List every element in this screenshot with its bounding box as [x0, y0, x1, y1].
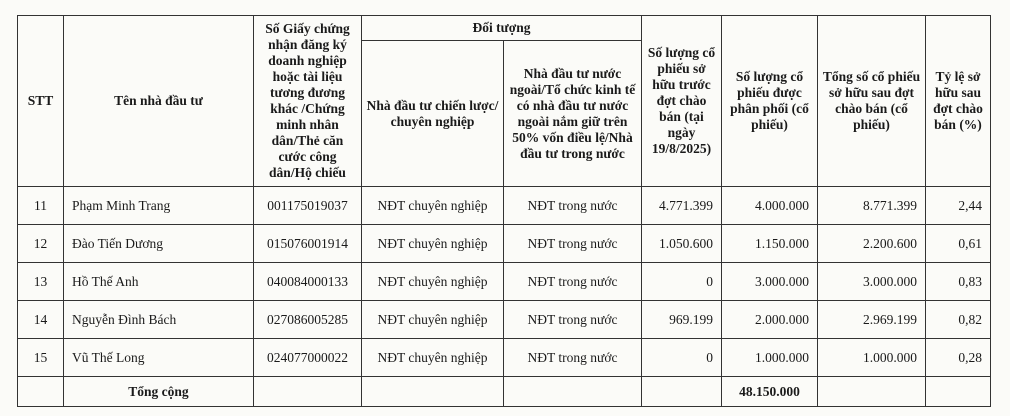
row-name: Hồ Thế Anh — [64, 263, 254, 301]
row-strategic: NĐT chuyên nghiệp — [362, 225, 504, 263]
row-name: Đào Tiến Dương — [64, 225, 254, 263]
row-before: 4.771.399 — [642, 187, 722, 225]
row-id: 040084000133 — [254, 263, 362, 301]
total-empty-cell — [254, 377, 362, 407]
header-shares-after: Tổng số cổ phiếu sở hữu sau đợt chào bán (cổ phiếu) — [818, 16, 926, 187]
row-after: 3.000.000 — [818, 263, 926, 301]
row-strategic: NĐT chuyên nghiệp — [362, 263, 504, 301]
row-origin: NĐT trong nước — [504, 339, 642, 377]
row-strategic: NĐT chuyên nghiệp — [362, 187, 504, 225]
table-row — [18, 225, 991, 263]
total-empty-cell — [362, 377, 504, 407]
total-empty-cell — [818, 377, 926, 407]
row-before: 0 — [642, 263, 722, 301]
header-shares-before: Số lượng cổ phiếu sở hữu trước đợt chào bán (tại ngày 19/8/2025) — [642, 16, 722, 187]
row-allocated: 2.000.000 — [722, 301, 818, 339]
total-empty-cell — [642, 377, 722, 407]
row-ratio: 0,61 — [926, 225, 991, 263]
total-allocated: 48.150.000 — [722, 377, 818, 407]
row-after: 2.200.600 — [818, 225, 926, 263]
row-stt: 15 — [18, 339, 64, 377]
row-allocated: 1.000.000 — [722, 339, 818, 377]
investor-allocation-table — [17, 15, 991, 407]
row-allocated: 4.000.000 — [722, 187, 818, 225]
row-after: 8.771.399 — [818, 187, 926, 225]
row-allocated: 1.150.000 — [722, 225, 818, 263]
row-stt: 14 — [18, 301, 64, 339]
header-ratio-after: Tỷ lệ sở hữu sau đợt chào bán (%) — [926, 16, 991, 187]
row-before: 1.050.600 — [642, 225, 722, 263]
total-empty-cell — [504, 377, 642, 407]
row-ratio: 0,83 — [926, 263, 991, 301]
row-id: 001175019037 — [254, 187, 362, 225]
row-before: 0 — [642, 339, 722, 377]
row-after: 2.969.199 — [818, 301, 926, 339]
row-origin: NĐT trong nước — [504, 301, 642, 339]
header-strategic-investor: Nhà đầu tư chiến lược/ chuyên nghiệp — [362, 41, 504, 187]
row-origin: NĐT trong nước — [504, 187, 642, 225]
table-row — [18, 301, 991, 339]
row-before: 969.199 — [642, 301, 722, 339]
row-ratio: 2,44 — [926, 187, 991, 225]
header-id-document: Số Giấy chứng nhận đăng ký doanh nghiệp hoặc tài liệu tương đương khác /Chứng minh nhân dân/Thẻ căn cước công dân/Hộ chiếu — [254, 16, 362, 187]
row-strategic: NĐT chuyên nghiệp — [362, 339, 504, 377]
header-foreign-investor: Nhà đầu tư nước ngoài/Tổ chức kinh tế có nhà đầu tư nước ngoài nắm giữ trên 50% vốn điều lệ/Nhà đầu tư trong nước — [504, 41, 642, 187]
row-id: 027086005285 — [254, 301, 362, 339]
table-row — [18, 263, 991, 301]
row-name: Vũ Thế Long — [64, 339, 254, 377]
header-stt: STT — [18, 16, 64, 187]
row-name: Nguyễn Đình Bách — [64, 301, 254, 339]
row-ratio: 0,28 — [926, 339, 991, 377]
header-shares-allocated: Số lượng cổ phiếu được phân phối (cổ phiếu) — [722, 16, 818, 187]
row-strategic: NĐT chuyên nghiệp — [362, 301, 504, 339]
row-name: Phạm Minh Trang — [64, 187, 254, 225]
row-ratio: 0,82 — [926, 301, 991, 339]
row-after: 1.000.000 — [818, 339, 926, 377]
table-row — [18, 187, 991, 225]
header-target-group: Đối tượng — [362, 16, 642, 41]
total-row — [18, 377, 991, 407]
header-name: Tên nhà đầu tư — [64, 16, 254, 187]
total-stt-empty — [18, 377, 64, 407]
row-allocated: 3.000.000 — [722, 263, 818, 301]
row-origin: NĐT trong nước — [504, 225, 642, 263]
table-row — [18, 339, 991, 377]
row-stt: 11 — [18, 187, 64, 225]
row-id: 015076001914 — [254, 225, 362, 263]
row-stt: 13 — [18, 263, 64, 301]
total-empty-cell — [926, 377, 991, 407]
row-stt: 12 — [18, 225, 64, 263]
row-id: 024077000022 — [254, 339, 362, 377]
total-label: Tổng cộng — [64, 377, 254, 407]
row-origin: NĐT trong nước — [504, 263, 642, 301]
